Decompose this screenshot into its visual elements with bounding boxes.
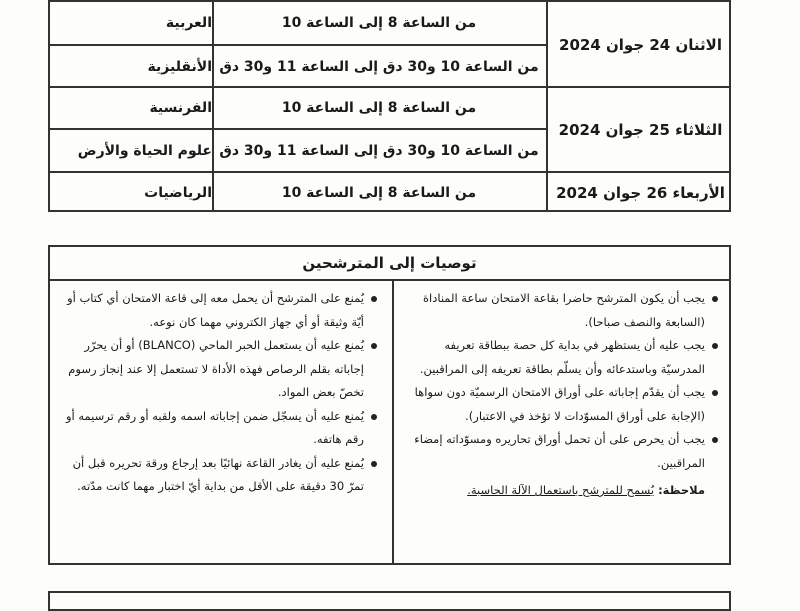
- session-subject: الرياضيات: [144, 184, 212, 201]
- session-time: من الساعة 10 و30 دق إلى الساعة 11 و30 دق: [219, 143, 539, 159]
- session-time: من الساعة 8 إلى الساعة 10: [281, 184, 477, 201]
- obligations-list: [401, 287, 719, 475]
- session-time: من الساعة 8 إلى الساعة 10: [281, 100, 477, 116]
- list-item: يجب أن يقدّم إجاباته على أوراق الامتحان الرسميّة دون سواها (الإجابة على أوراق المسوّدات لا تؤخذ في الاعتبار).: [401, 381, 719, 428]
- recommendations-title: توصيات إلى المترشحين: [50, 247, 729, 281]
- session-subject: الأنقليزية: [147, 58, 212, 75]
- session-subject: العربية: [165, 15, 212, 31]
- list-item: يُمنع على المترشح أن يحمل معه إلى قاعة الامتحان أي كتاب أو أيّة وثيقة أو أي جهاز الكتروني مهما كان نوعه.: [60, 287, 378, 334]
- list-item: يجب عليه أن يستظهر في بداية كل حصة ببطاقة تعريفه المدرسيّة وباستدعائه وأن يسلّم بطاقة تعريفه إلى المراقبين.: [401, 334, 719, 381]
- note-text: يُسمح للمترشح باستعمال الآلة الحاسبة.: [467, 483, 655, 497]
- candidate-recommendations-box: [48, 245, 731, 565]
- obligations-column: [401, 287, 719, 503]
- exam-schedule-table: [48, 0, 731, 212]
- schedule-day-row: [50, 86, 729, 172]
- session-time: من الساعة 8 إلى الساعة 10: [281, 15, 477, 31]
- exam-day-label: الأربعاء 26 جوان 2024: [556, 183, 725, 202]
- prohibitions-column: [60, 287, 378, 499]
- prohibitions-list: [60, 287, 378, 499]
- exam-day-label: الثلاثاء 25 جوان 2024: [558, 121, 723, 139]
- list-item: يُمنع عليه أن يغادر القاعة نهائيًا بعد إرجاع ورقة تحريره قبل أن تمرّ 30 دقيقة على الأقل من بداية أيّ اختبار مهما كانت مدّته.: [60, 452, 378, 499]
- column-divider: [392, 279, 394, 563]
- schedule-day-row: [50, 0, 729, 87]
- list-item: يجب أن يكون المترشح حاضرا بقاعة الامتحان ساعة المناداة (السابعة والنصف صباحا).: [401, 287, 719, 334]
- session-subject: الفرنسية: [149, 100, 212, 116]
- note: [401, 479, 719, 503]
- exam-day-label: الاثنان 24 جوان 2024: [559, 35, 722, 54]
- list-item: يُمنع عليه أن يستعمل الحبر الماحي (BLANCO) أو أن يحرّر إجاباته بقلم الرصاص فهذه الأداة لا تستعمل إلا عند إنجاز رسوم تخصّ بعض المواد.: [60, 334, 378, 405]
- list-item: يُمنع عليه أن يسجّل ضمن إجاباته اسمه ولقبه أو رقم ترسيمه أو رقم هاتفه.: [60, 405, 378, 452]
- list-item: يجب أن يحرص على أن تحمل أوراق تحاريره ومسوّداته إمضاء المراقبين.: [401, 428, 719, 475]
- note-label: ملاحظة:: [658, 483, 705, 497]
- schedule-day-row: [50, 171, 729, 212]
- next-section-box: [48, 591, 731, 611]
- session-time: من الساعة 10 و30 دق إلى الساعة 11 و30 دق: [219, 58, 539, 75]
- session-subject: علوم الحياة والأرض: [77, 143, 212, 159]
